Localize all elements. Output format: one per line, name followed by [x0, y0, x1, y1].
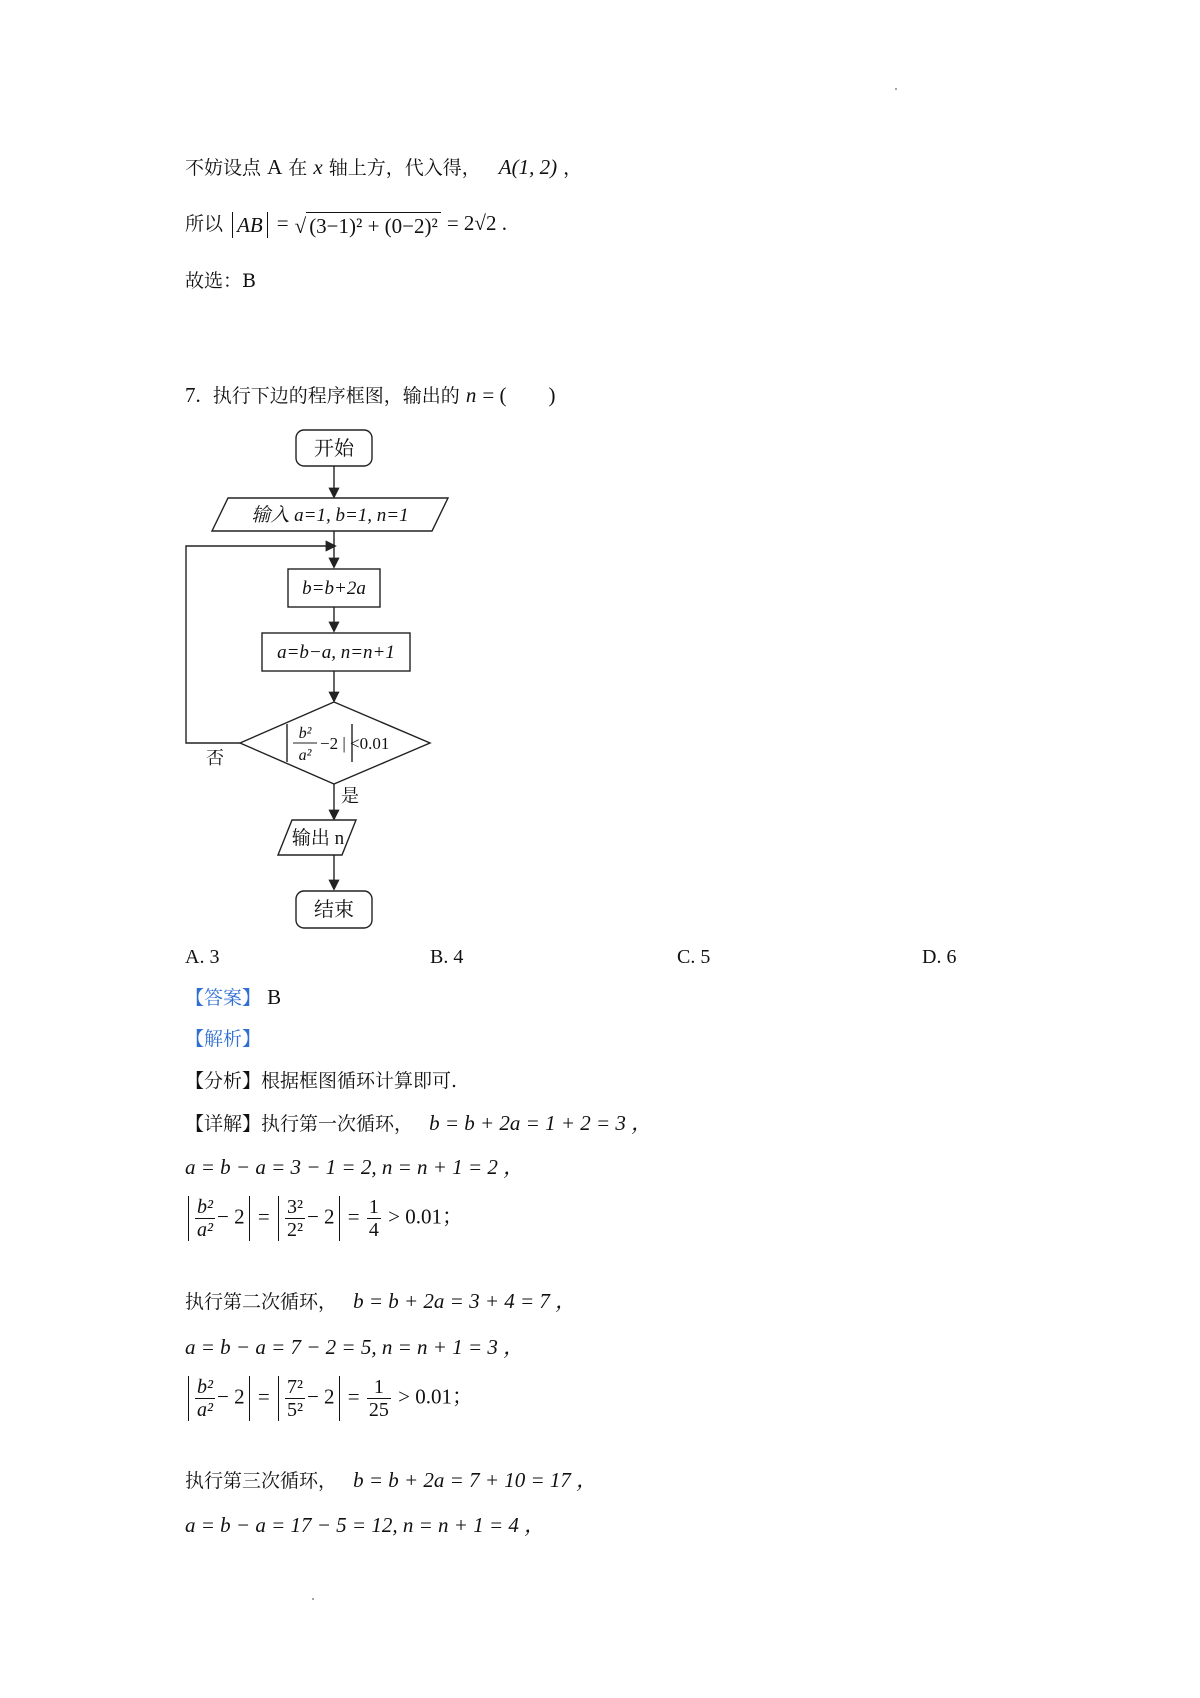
- program-flowchart: [180, 420, 480, 940]
- flow-start-label: 开始: [314, 438, 354, 460]
- option-d: D. 6: [922, 946, 957, 968]
- analysis-heading: 【解析】: [185, 1028, 262, 1050]
- flow-output-label: 输出 n: [291, 828, 345, 849]
- sqrt-expression: √ (3−1)² + (0−2)²: [295, 212, 441, 239]
- prev-solution-line-2: 所以 AB = √ (3−1)² + (0−2)² = 2√2 .: [185, 211, 507, 238]
- analysis-fenxi: 【分析】根据框图循环计算即可.: [185, 1070, 458, 1092]
- prev-solution-line-1: 不妨设点 A 在 x 轴上方，代入得， A(1, 2) ，: [185, 155, 583, 179]
- option-b: B. 4: [430, 946, 464, 968]
- loop2-a-line: a = b − a = 7 − 2 = 5, n = n + 1 = 3 ，: [185, 1335, 525, 1359]
- prev-solution-line-3: 故选：B: [185, 270, 256, 292]
- question-7: 7. 执行下边的程序框图，输出的 n = ( ): [185, 383, 556, 407]
- flow-condition-den: a²: [298, 747, 312, 764]
- abs-ab: AB: [232, 212, 268, 238]
- flow-no-label: 否: [206, 748, 224, 768]
- flow-step1-label: b=b+2a: [302, 578, 366, 599]
- option-a: A. 3: [185, 946, 220, 968]
- loop1-check: $\frac{\text{b²}}{\text{a²}}$ − 2 = $\frac{\text{3²}}{\text{2²}}$ − 2 = $\frac{1}{4}$ > 0.01；: [185, 1196, 463, 1241]
- loop1-a-line: a = b − a = 3 − 1 = 2, n = n + 1 = 2 ，: [185, 1155, 525, 1179]
- option-c: C. 5: [677, 946, 711, 968]
- loop1-b-line: 【详解】执行第一次循环， b = b + 2a = 1 + 2 = 3 ，: [185, 1111, 653, 1135]
- loop3-a-line: a = b − a = 17 − 5 = 12, n = n + 1 = 4 ，: [185, 1513, 546, 1537]
- scan-dot-bottom: [312, 1598, 314, 1600]
- flow-input-label: 输入 a=1, b=1, n=1: [251, 505, 409, 526]
- flow-end-label: 结束: [314, 899, 354, 921]
- flow-step2-label: a=b−a, n=n+1: [277, 642, 395, 663]
- loop2-check: $\frac{\text{b²}}{\text{a²}}$ − 2 = $\frac{\text{7²}}{\text{5²}}$ − 2 = $\frac{1}{25}$ > 0.01；: [185, 1376, 473, 1421]
- answer-line: 【答案】 B: [185, 985, 282, 1009]
- scan-dot-top: [895, 88, 897, 90]
- loop3-b-line: 执行第三次循环， b = b + 2a = 7 + 10 = 17 ，: [185, 1468, 598, 1492]
- flow-condition-tail: −2 | <0.01: [320, 734, 390, 753]
- loop2-b-line: 执行第二次循环， b = b + 2a = 3 + 4 = 7 ，: [185, 1289, 577, 1313]
- flow-condition-num: b²: [298, 725, 312, 742]
- flow-yes-label: 是: [341, 786, 359, 806]
